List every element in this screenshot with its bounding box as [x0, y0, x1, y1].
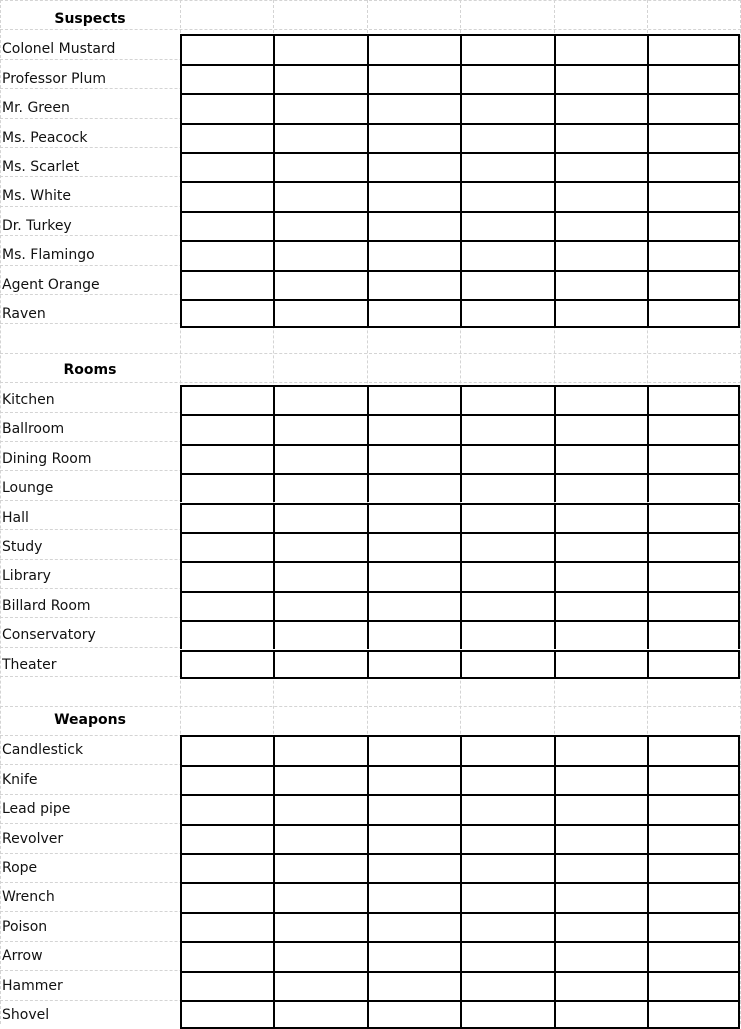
check-cell[interactable] [554, 1000, 647, 1029]
check-cell[interactable] [460, 414, 554, 443]
check-cell[interactable] [367, 211, 460, 240]
checklist-row [0, 620, 741, 649]
check-cell[interactable] [554, 270, 647, 299]
check-cell[interactable] [180, 824, 273, 853]
check-cell[interactable] [180, 912, 273, 941]
checklist-row [0, 152, 741, 181]
check-cell[interactable] [554, 620, 647, 649]
checklist-row [0, 240, 741, 269]
row-label: Wrench [2, 889, 55, 906]
section-title: Suspects [54, 11, 126, 27]
row-label: Dr. Turkey [2, 217, 72, 234]
check-cell[interactable] [554, 93, 647, 122]
check-cell[interactable] [647, 473, 740, 502]
check-cell[interactable] [367, 853, 460, 882]
check-cell[interactable] [273, 123, 367, 152]
row-label: Ballroom [2, 421, 65, 438]
check-cell[interactable] [460, 64, 554, 93]
check-cell[interactable] [180, 299, 273, 328]
check-cell[interactable] [647, 503, 740, 532]
check-cell[interactable] [460, 211, 554, 240]
check-cell[interactable] [367, 532, 460, 561]
check-cell[interactable] [180, 211, 273, 240]
row-label: Lead pipe [2, 801, 71, 818]
check-cell[interactable] [367, 620, 460, 649]
row-label: Professor Plum [2, 70, 106, 87]
check-cell[interactable] [273, 591, 367, 620]
check-cell[interactable] [554, 765, 647, 794]
checklist-row [0, 503, 741, 532]
check-cell[interactable] [554, 64, 647, 93]
check-cell[interactable] [180, 882, 273, 911]
check-cell[interactable] [647, 532, 740, 561]
checklist-row [0, 444, 741, 473]
check-cell[interactable] [647, 181, 740, 210]
row-label: Theater [2, 656, 57, 673]
check-cell[interactable] [180, 735, 273, 764]
check-cell[interactable] [647, 34, 740, 63]
check-cell[interactable] [460, 299, 554, 328]
check-cell[interactable] [273, 152, 367, 181]
check-cell[interactable] [273, 735, 367, 764]
check-cell[interactable] [647, 152, 740, 181]
check-cell[interactable] [367, 473, 460, 502]
row-label: Study [2, 538, 43, 555]
check-cell[interactable] [554, 240, 647, 269]
check-cell[interactable] [367, 34, 460, 63]
check-cell[interactable] [273, 473, 367, 502]
check-cell[interactable] [273, 532, 367, 561]
check-cell[interactable] [460, 971, 554, 1000]
checklist-row [0, 473, 741, 502]
checklist-row [0, 882, 741, 911]
check-cell[interactable] [460, 735, 554, 764]
check-cell[interactable] [554, 650, 647, 679]
row-label: Conservatory [2, 627, 96, 644]
check-cell[interactable] [647, 385, 740, 414]
check-cell[interactable] [180, 93, 273, 122]
section-rooms [0, 356, 741, 679]
checklist-row [0, 1000, 741, 1029]
check-cell[interactable] [554, 385, 647, 414]
check-cell[interactable] [367, 912, 460, 941]
check-cell[interactable] [647, 620, 740, 649]
check-cell[interactable] [647, 971, 740, 1000]
checklist-row [0, 211, 741, 240]
check-cell[interactable] [460, 824, 554, 853]
checklist-row [0, 385, 741, 414]
check-cell[interactable] [647, 240, 740, 269]
row-label: Ms. Scarlet [2, 159, 80, 175]
row-label: Dining Room [2, 450, 92, 467]
check-cell[interactable] [273, 385, 367, 414]
check-cell[interactable] [460, 794, 554, 823]
check-cell[interactable] [367, 444, 460, 473]
check-cell[interactable] [554, 561, 647, 590]
check-cell[interactable] [647, 882, 740, 911]
check-cell[interactable] [554, 794, 647, 823]
check-cell[interactable] [460, 912, 554, 941]
checklist-row [0, 650, 741, 679]
check-cell[interactable] [554, 735, 647, 764]
check-cell[interactable] [460, 123, 554, 152]
row-label: Ms. Peacock [2, 129, 88, 146]
check-cell[interactable] [460, 93, 554, 122]
check-cell[interactable] [367, 735, 460, 764]
check-cell[interactable] [554, 853, 647, 882]
check-cell[interactable] [180, 444, 273, 473]
check-cell[interactable] [647, 211, 740, 240]
section-title: Rooms [63, 361, 117, 378]
check-cell[interactable] [554, 123, 647, 152]
check-cell[interactable] [180, 941, 273, 970]
check-cell[interactable] [273, 34, 367, 63]
check-cell[interactable] [647, 824, 740, 853]
check-cell[interactable] [273, 971, 367, 1000]
check-cell[interactable] [180, 270, 273, 299]
check-cell[interactable] [367, 270, 460, 299]
row-label: Raven [2, 306, 46, 322]
check-cell[interactable] [460, 444, 554, 473]
check-cell[interactable] [273, 882, 367, 911]
check-cell[interactable] [647, 414, 740, 443]
check-cell[interactable] [367, 299, 460, 328]
check-cell[interactable] [273, 912, 367, 941]
check-cell[interactable] [367, 941, 460, 970]
check-cell[interactable] [180, 532, 273, 561]
check-cell[interactable] [554, 181, 647, 210]
check-cell[interactable] [460, 152, 554, 181]
check-cell[interactable] [180, 414, 273, 443]
row-label: Ms. Flamingo [2, 247, 95, 264]
check-cell[interactable] [367, 414, 460, 443]
check-cell[interactable] [273, 650, 367, 679]
checklist-row [0, 34, 741, 63]
row-label: Candlestick [2, 742, 84, 759]
check-cell[interactable] [647, 591, 740, 620]
check-cell[interactable] [647, 941, 740, 970]
check-cell[interactable] [647, 299, 740, 328]
check-cell[interactable] [460, 385, 554, 414]
check-cell[interactable] [367, 650, 460, 679]
row-label: Billard Room [2, 597, 91, 614]
check-cell[interactable] [273, 1000, 367, 1029]
check-cell[interactable] [273, 211, 367, 240]
check-cell[interactable] [647, 123, 740, 152]
check-cell[interactable] [180, 650, 273, 679]
check-cell[interactable] [180, 971, 273, 1000]
check-cell[interactable] [180, 561, 273, 590]
check-cell[interactable] [367, 971, 460, 1000]
check-cell[interactable] [460, 765, 554, 794]
check-cell[interactable] [273, 444, 367, 473]
check-cell[interactable] [554, 503, 647, 532]
check-cell[interactable] [367, 152, 460, 181]
checklist-row [0, 765, 741, 794]
check-cell[interactable] [460, 503, 554, 532]
check-cell[interactable] [554, 152, 647, 181]
check-cell[interactable] [180, 620, 273, 649]
check-cell[interactable] [273, 64, 367, 93]
check-cell[interactable] [647, 794, 740, 823]
check-cell[interactable] [554, 444, 647, 473]
check-cell[interactable] [647, 270, 740, 299]
check-cell[interactable] [273, 240, 367, 269]
check-cell[interactable] [367, 123, 460, 152]
row-label: Revolver [2, 830, 64, 847]
row-label: Lounge [2, 480, 54, 497]
checklist-row [0, 591, 741, 620]
check-cell[interactable] [460, 34, 554, 63]
check-cell[interactable] [647, 64, 740, 93]
check-cell[interactable] [180, 123, 273, 152]
check-cell[interactable] [367, 824, 460, 853]
check-cell[interactable] [180, 853, 273, 882]
checklist-row [0, 181, 741, 210]
check-cell[interactable] [273, 853, 367, 882]
check-cell[interactable] [367, 385, 460, 414]
check-cell[interactable] [647, 93, 740, 122]
check-cell[interactable] [554, 473, 647, 502]
check-cell[interactable] [647, 853, 740, 882]
checklist-row [0, 414, 741, 443]
checklist-row [0, 532, 741, 561]
row-label: Ms. White [2, 188, 71, 205]
check-cell[interactable] [647, 735, 740, 764]
check-cell[interactable] [180, 34, 273, 63]
row-label: Rope [2, 860, 38, 876]
checklist-row [0, 794, 741, 823]
checklist-row [0, 123, 741, 152]
row-label: Agent Orange [2, 276, 100, 293]
checklist-row [0, 971, 741, 1000]
check-cell[interactable] [367, 503, 460, 532]
check-cell[interactable] [554, 299, 647, 328]
check-cell[interactable] [180, 152, 273, 181]
check-cell[interactable] [554, 912, 647, 941]
check-cell[interactable] [460, 591, 554, 620]
check-cell[interactable] [554, 34, 647, 63]
section-suspects [0, 5, 741, 328]
check-cell[interactable] [367, 1000, 460, 1029]
check-cell[interactable] [180, 503, 273, 532]
check-cell[interactable] [554, 591, 647, 620]
check-cell[interactable] [647, 650, 740, 679]
check-cell[interactable] [460, 853, 554, 882]
check-cell[interactable] [367, 794, 460, 823]
check-cell[interactable] [647, 765, 740, 794]
check-cell[interactable] [180, 240, 273, 269]
row-label: Kitchen [2, 391, 55, 408]
check-cell[interactable] [273, 181, 367, 210]
row-label: Knife [2, 771, 38, 788]
check-cell[interactable] [180, 591, 273, 620]
check-cell[interactable] [367, 591, 460, 620]
check-cell[interactable] [180, 473, 273, 502]
checklist-row [0, 941, 741, 970]
check-cell[interactable] [460, 473, 554, 502]
check-cell[interactable] [180, 385, 273, 414]
checklist-row [0, 93, 741, 122]
check-cell[interactable] [367, 181, 460, 210]
check-cell[interactable] [273, 620, 367, 649]
checklist-row [0, 561, 741, 590]
row-label: Hall [2, 509, 29, 526]
row-label: Hammer [2, 977, 63, 994]
checklist-row [0, 270, 741, 299]
check-cell[interactable] [460, 941, 554, 970]
checklist-row [0, 824, 741, 853]
check-cell[interactable] [367, 240, 460, 269]
check-cell[interactable] [460, 561, 554, 590]
check-cell[interactable] [460, 882, 554, 911]
check-cell[interactable] [273, 93, 367, 122]
checklist-row [0, 912, 741, 941]
check-cell[interactable] [367, 882, 460, 911]
check-cell[interactable] [554, 941, 647, 970]
check-cell[interactable] [554, 414, 647, 443]
check-cell[interactable] [367, 64, 460, 93]
check-cell[interactable] [367, 93, 460, 122]
check-cell[interactable] [273, 414, 367, 443]
check-cell[interactable] [460, 1000, 554, 1029]
check-cell[interactable] [460, 532, 554, 561]
check-cell[interactable] [273, 824, 367, 853]
check-cell[interactable] [647, 912, 740, 941]
check-cell[interactable] [273, 503, 367, 532]
row-label: Poison [2, 918, 48, 935]
section-weapons [0, 706, 741, 1029]
checklist-row [0, 299, 741, 328]
row-label: Colonel Mustard [2, 41, 116, 58]
check-cell[interactable] [180, 181, 273, 210]
check-cell[interactable] [460, 270, 554, 299]
checklist-row [0, 853, 741, 882]
check-cell[interactable] [180, 1000, 273, 1029]
check-cell[interactable] [554, 824, 647, 853]
check-cell[interactable] [273, 941, 367, 970]
check-cell[interactable] [647, 561, 740, 590]
check-cell[interactable] [367, 765, 460, 794]
check-cell[interactable] [460, 240, 554, 269]
check-cell[interactable] [554, 882, 647, 911]
check-cell[interactable] [554, 971, 647, 1000]
check-cell[interactable] [273, 765, 367, 794]
check-cell[interactable] [273, 794, 367, 823]
check-cell[interactable] [273, 270, 367, 299]
check-cell[interactable] [273, 561, 367, 590]
check-cell[interactable] [554, 211, 647, 240]
check-cell[interactable] [180, 765, 273, 794]
row-label: Library [2, 568, 51, 585]
check-cell[interactable] [647, 1000, 740, 1029]
check-cell[interactable] [180, 794, 273, 823]
check-cell[interactable] [273, 299, 367, 328]
row-label: Shovel [2, 1007, 50, 1023]
check-cell[interactable] [647, 444, 740, 473]
check-cell[interactable] [460, 620, 554, 649]
check-cell[interactable] [460, 650, 554, 679]
checklist-row [0, 735, 741, 764]
row-label: Mr. Green [2, 100, 70, 117]
check-cell[interactable] [460, 181, 554, 210]
section-title: Weapons [54, 712, 126, 728]
check-cell[interactable] [180, 64, 273, 93]
checklist-row [0, 64, 741, 93]
check-cell[interactable] [367, 561, 460, 590]
check-cell[interactable] [554, 532, 647, 561]
row-label: Arrow [2, 948, 43, 965]
